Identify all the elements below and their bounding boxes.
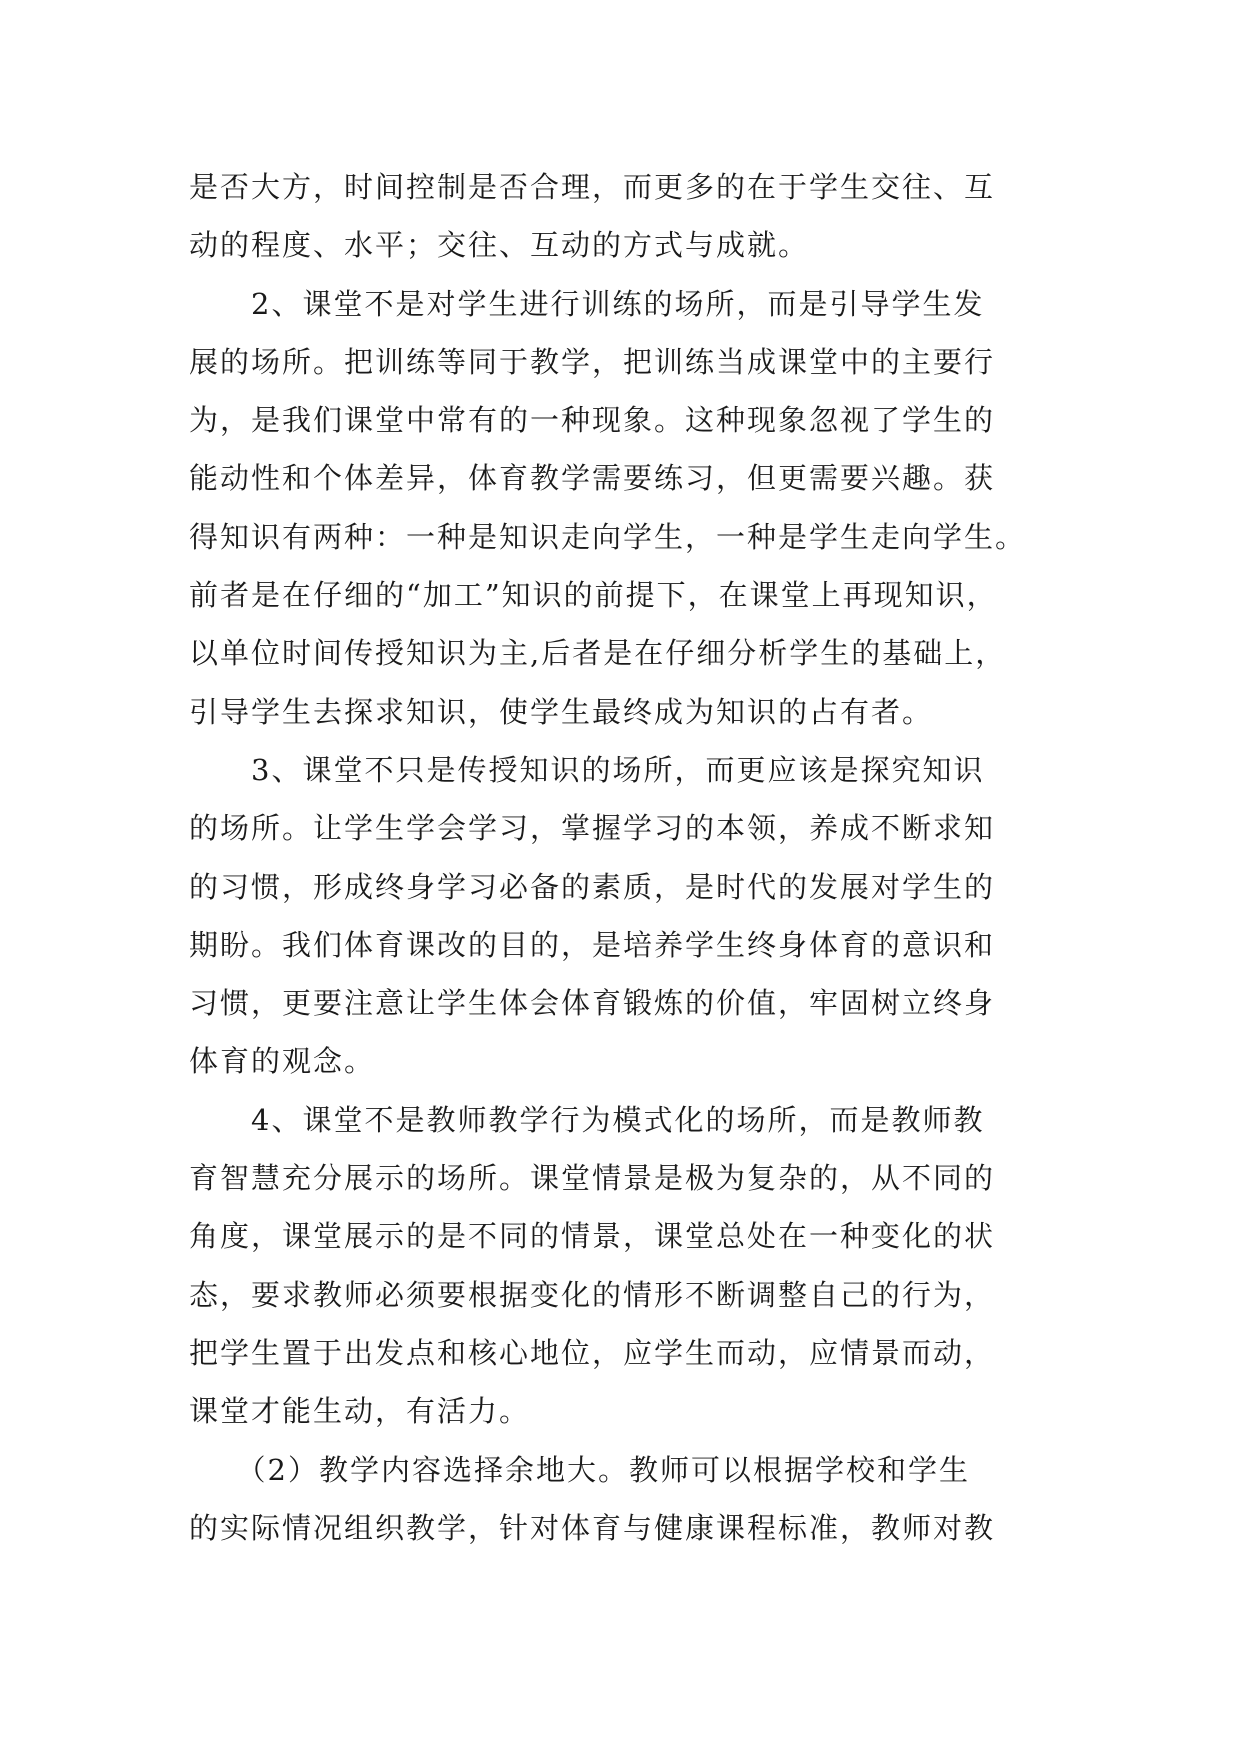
text-line: 能动性和个体差异，体育教学需要练习，但更需要兴趣。获 <box>189 461 996 496</box>
text-line: 引导学生去探求知识，使学生最终成为知识的占有者。 <box>189 694 934 729</box>
text-line: 把学生置于出发点和核心地位，应学生而动，应情景而动， <box>189 1335 996 1370</box>
text-line: 习惯，更要注意让学生体会体育锻炼的价值，牢固树立终身 <box>189 986 996 1021</box>
text-line: 的实际情况组织教学，针对体育与健康课程标准，教师对教 <box>189 1510 996 1545</box>
text-line: 期盼。我们体育课改的目的，是培养学生终身体育的意识和 <box>189 927 996 962</box>
text-line: 动的程度、水平；交往、互动的方式与成就。 <box>189 228 810 263</box>
text-line: 的场所。让学生学会学习，掌握学习的本领，养成不断求知 <box>189 811 996 846</box>
text-line: 为，是我们课堂中常有的一种现象。这种现象忽视了学生的 <box>189 403 996 438</box>
text-line: 是否大方，时间控制是否合理，而更多的在于学生交往、互 <box>189 170 996 204</box>
text-line: 以单位时间传授知识为主,后者是在仔细分析学生的基础上， <box>189 636 1007 671</box>
text-line: 2、课堂不是对学生进行训练的场所，而是引导学生发 <box>189 286 985 321</box>
text-line: 4、课堂不是教师教学行为模式化的场所，而是教师教 <box>189 1102 985 1137</box>
text-line: 的习惯，形成终身学习必备的素质，是时代的发展对学生的 <box>189 869 996 904</box>
text-line: 前者是在仔细的“加工”知识的前提下，在课堂上再现知识， <box>189 578 998 613</box>
text-line: 体育的观念。 <box>189 1044 376 1079</box>
text-line: 课堂才能生动，有活力。 <box>189 1394 531 1429</box>
text-line: 3、课堂不只是传授知识的场所，而更应该是探究知识 <box>189 752 985 787</box>
text-line: 角度，课堂展示的是不同的情景，课堂总处在一种变化的状 <box>189 1219 996 1254</box>
text-line: （2）教学内容选择余地大。教师可以根据学校和学生 <box>189 1452 970 1487</box>
text-line: 展的场所。把训练等同于教学，把训练当成课堂中的主要行 <box>189 344 996 379</box>
text-line: 态，要求教师必须要根据变化的情形不断调整自己的行为， <box>189 1277 996 1312</box>
body-text <box>189 158 1059 1557</box>
text-line: 育智慧充分展示的场所。课堂情景是极为复杂的，从不同的 <box>189 1161 996 1196</box>
text-line: 得知识有两种：一种是知识走向学生，一种是学生走向学生。 <box>189 519 1027 554</box>
